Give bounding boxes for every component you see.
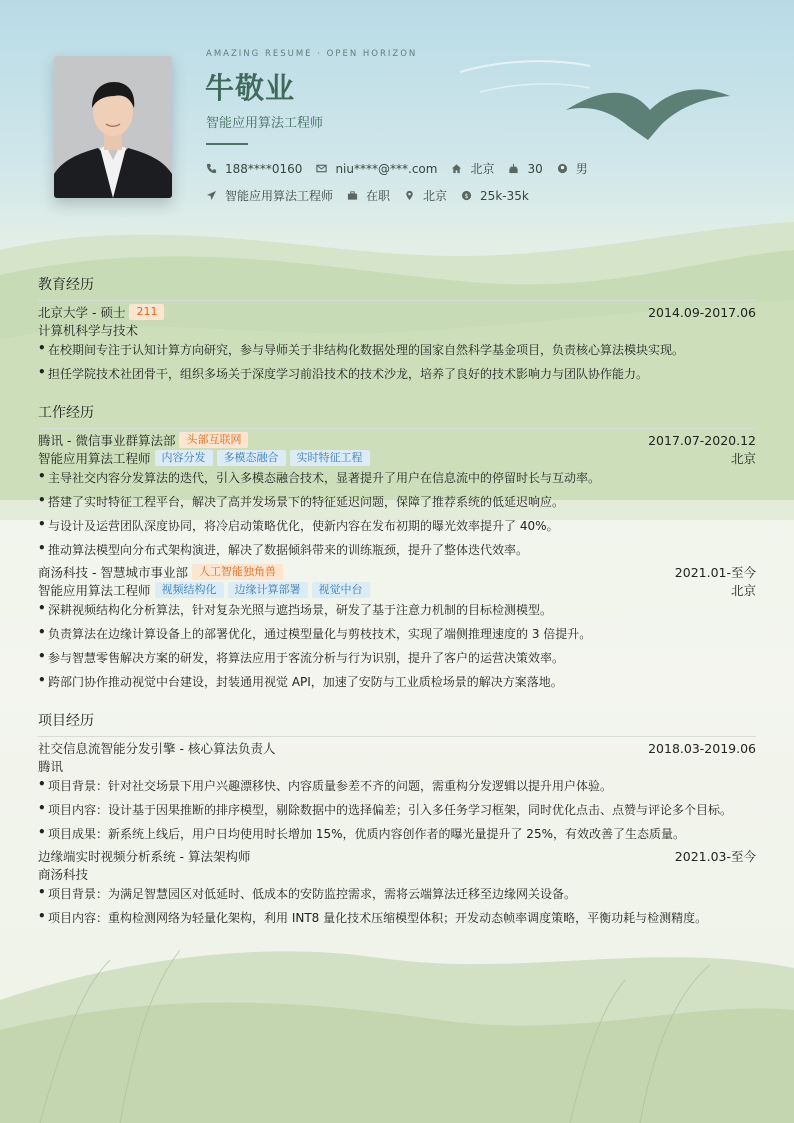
candidate-name: 牛敬业 [205, 71, 296, 105]
status-text: 在职 [366, 189, 391, 203]
project-entry-head [38, 739, 756, 757]
project-name: 社交信息流智能分发引擎 - 核心算法负责人 [38, 741, 276, 756]
company-tag: 头部互联网 [179, 432, 248, 448]
phone-icon [206, 163, 217, 174]
list-item: • 项目内容：重构检测网络为轻量化架构，利用 INT8 量化技术压缩模型体积；开发动态帧率调度策略，平衡功耗与检测精度。 [38, 909, 708, 925]
school-tag: 211 [129, 304, 164, 320]
target-role-text: 智能应用算法工程师 [225, 189, 334, 203]
list-item: • 主导社交内容分发算法的迭代，引入多模态融合技术，显著提升了用户在信息流中的停留时长与互动率。 [38, 469, 601, 485]
target-city-item [404, 187, 447, 204]
projects-section-title: 项目经历 [38, 710, 756, 737]
job-intent-row [206, 187, 543, 204]
skill-tag: 多模态融合 [217, 450, 286, 466]
email-address: niu****@***.com [335, 161, 438, 176]
job-entry-head [38, 563, 756, 581]
work-section-title: 工作经历 [38, 402, 756, 429]
phone-item [206, 162, 302, 176]
list-item: • 推动算法模型向分布式架构演进，解决了数据倾斜带来的训练瓶颈，提升了整体迭代效率。 [38, 541, 529, 557]
status-item [347, 187, 390, 204]
list-item: • 项目成果：新系统上线后，用户日均使用时长增加 15%，优质内容创作者的曝光量提升了 25%，有效改善了生态质量。 [38, 825, 685, 841]
home-icon [451, 163, 462, 174]
project-entry-head [38, 847, 756, 865]
resume-eyebrow: AMAZING RESUME · OPEN HORIZON [206, 49, 418, 59]
job-entry-head [38, 431, 756, 449]
list-item: • 项目背景：针对社交场景下用户兴趣漂移快、内容质量参差不齐的问题，需重构分发逻辑以提升用户体验。 [38, 777, 613, 793]
age-item [508, 162, 542, 176]
list-item: • 深耕视频结构化分析算法，针对复杂光照与遮挡场景，研发了基于注意力机制的目标检测模型。 [38, 601, 553, 617]
skill-tag: 视频结构化 [155, 582, 224, 598]
list-item: • 负责算法在边缘计算设备上的部署优化，通过模型量化与剪枝技术，实现了端侧推理速度的 3 倍提升。 [38, 625, 592, 641]
mail-icon [316, 163, 327, 174]
phone-number: 188****0160 [225, 161, 303, 176]
project-name: 边缘端实时视频分析系统 - 算法架构师 [38, 849, 251, 864]
avatar-photo [54, 56, 172, 198]
project-company: 腾讯 [38, 759, 64, 774]
skill-tag: 内容分发 [155, 450, 213, 466]
company-tag: 人工智能独角兽 [192, 564, 283, 580]
candidate-role: 智能应用算法工程师 [206, 116, 324, 131]
job-city: 北京 [730, 451, 756, 466]
job-date: 2021.01-至今 [674, 565, 756, 580]
job-city: 北京 [730, 583, 756, 598]
education-entry-head [38, 303, 756, 321]
project-company: 商汤科技 [38, 867, 89, 882]
job-position: 智能应用算法工程师 [38, 451, 151, 466]
location-pin-icon [404, 190, 415, 201]
school-name: 北京大学 - 硕士 [38, 305, 126, 320]
contact-info-row [206, 160, 602, 177]
list-item: • 搭建了实时特征工程平台，解决了高并发场景下的特征延迟问题，保障了推荐系统的低延迟响应。 [38, 493, 565, 509]
project-date: 2021.03-至今 [674, 849, 756, 864]
job-position-row [38, 581, 756, 599]
hometown-text: 北京 [470, 162, 495, 176]
target-role-item [206, 187, 333, 204]
gender-item [557, 160, 588, 177]
job-position: 智能应用算法工程师 [38, 583, 151, 598]
job-date: 2017.07-2020.12 [648, 432, 756, 448]
email-item [316, 162, 437, 176]
list-item: • 项目内容：设计基于因果推断的排序模型，剔除数据中的选择偏差；引入多任务学习框架，同时优化点击、点赞与评论多个目标。 [38, 801, 733, 817]
company-name: 商汤科技 - 智慧城市事业部 [38, 565, 188, 580]
gender-text: 男 [575, 162, 588, 176]
job-position-row [38, 449, 756, 467]
skill-tag: 边缘计算部署 [228, 582, 308, 598]
education-section-title: 教育经历 [38, 274, 756, 301]
salary-item [461, 189, 529, 203]
company-name: 腾讯 - 微信事业群算法部 [38, 433, 176, 448]
target-city-text: 北京 [423, 189, 448, 203]
cake-icon [508, 163, 519, 174]
money-icon [461, 190, 472, 201]
age-text: 30 [527, 161, 543, 176]
svg-text:$: $ [464, 191, 469, 200]
list-item: • 参与智慧零售解决方案的研发，将算法应用于客流分析与行为识别，提升了客户的运营决策效率。 [38, 649, 565, 665]
send-icon [206, 190, 217, 201]
project-date: 2018.03-2019.06 [648, 740, 756, 756]
list-item: • 项目背景：为满足智慧园区对低延时、低成本的安防监控需求，需将云端算法迁移至边缘网关设备。 [38, 885, 577, 901]
hometown-item [451, 160, 494, 177]
list-item: • 跨部门协作推动视觉中台建设，封装通用视觉 API，加速了安防与工业质检场景的解决方案落地。 [38, 673, 563, 689]
list-item: • 在校期间专注于认知计算方向研究，参与导师关于非结构化数据处理的国家自然科学基金项目，负责核心算法模块实现。 [38, 341, 685, 357]
skill-tag: 实时特征工程 [290, 450, 370, 466]
header-divider [206, 143, 248, 145]
salary-text: 25k-35k [480, 188, 529, 203]
list-item: • 担任学院技术社团骨干，组织多场关于深度学习前沿技术的技术沙龙，培养了良好的技术影响力与团队协作能力。 [38, 365, 649, 381]
skill-tag: 视觉中台 [312, 582, 370, 598]
major-text: 计算机科学与技术 [38, 323, 139, 338]
list-item: • 与设计及运营团队深度协同，将冷启动策略优化，使新内容在发布初期的曝光效率提升了 40%。 [38, 517, 559, 533]
briefcase-icon [347, 190, 358, 201]
education-date: 2014.09-2017.06 [648, 304, 756, 320]
gender-icon [557, 163, 568, 174]
